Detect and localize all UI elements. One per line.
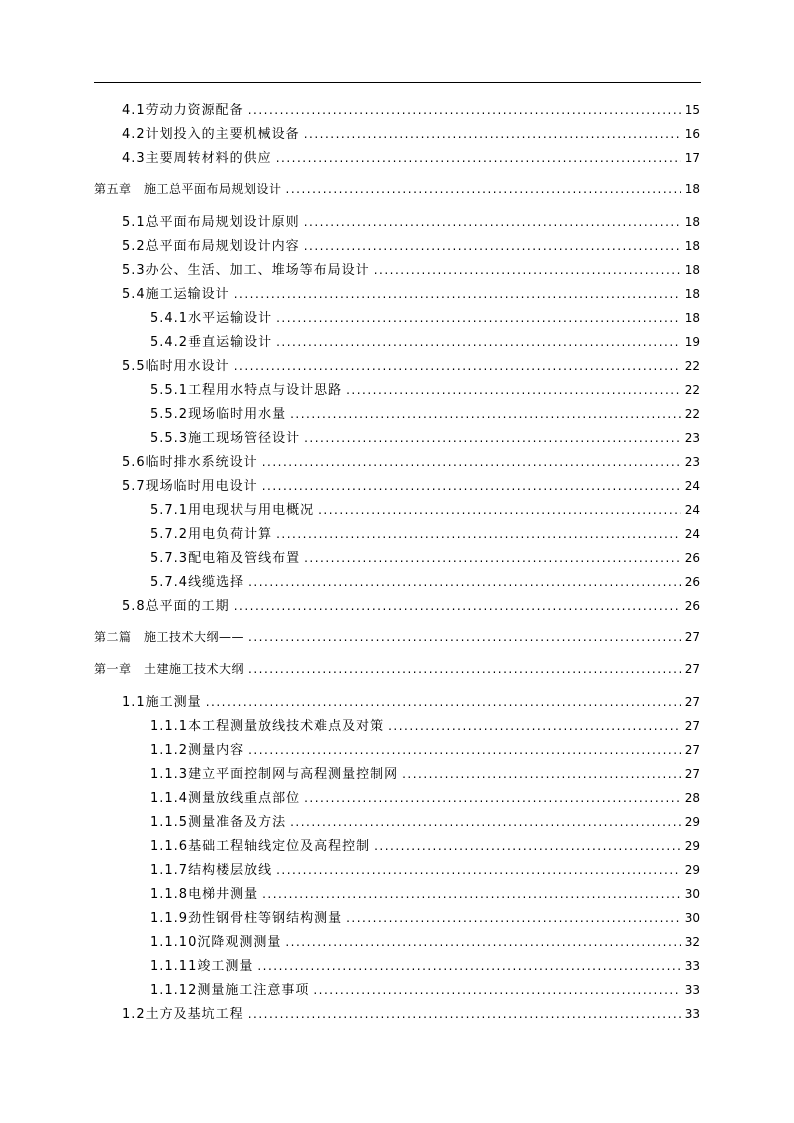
dot-leader [276,148,681,168]
toc-chapter-5[interactable] [94,179,700,199]
toc-chapter-title: 第一章 土建施工技术大纲 [94,662,245,676]
toc-page-number: 28 [684,791,700,805]
toc-entry-1-1-6[interactable] [150,836,700,856]
toc-page-number: 26 [684,575,700,589]
toc-entry-title: 5.7.4线缆选择 [150,575,245,590]
dot-leader [248,1004,681,1024]
toc-entry-title: 1.1.4测量放线重点部位 [150,791,301,806]
dot-leader [304,124,681,144]
toc-entry-title: 4.1劳动力资源配备 [122,103,244,118]
toc-chapter-1[interactable] [94,659,700,679]
dot-leader [248,659,681,679]
toc-entry-5-7-2[interactable] [150,524,700,544]
dot-leader [304,236,681,256]
toc-page-number: 17 [684,151,700,165]
dot-leader [248,627,681,647]
toc-page-number: 16 [684,127,700,141]
toc-chapter-title: 第二篇 施工技术大纲—— [94,630,245,644]
dot-leader [290,812,681,832]
dot-leader [262,884,681,904]
toc-entry-5-7-3[interactable] [150,548,700,568]
toc-page-number: 24 [684,503,700,517]
toc-entry-title: 5.5.1工程用水特点与设计思路 [150,383,343,398]
toc-entry-4-1[interactable] [122,100,700,120]
dot-leader [234,596,681,616]
toc-entry-title: 1.1.8电梯井测量 [150,887,259,902]
dot-leader [257,956,680,976]
toc-page-number: 18 [684,311,700,325]
dot-leader [313,980,680,1000]
toc-entry-title: 5.3办公、生活、加工、堆场等布局设计 [122,263,370,278]
toc-entry-title: 5.4施工运输设计 [122,287,230,302]
toc-part-2[interactable] [94,627,700,647]
toc-entry-5-4-2[interactable] [150,332,700,352]
toc-page-number: 23 [684,455,700,469]
toc-entry-5-7-1[interactable] [150,500,700,520]
toc-entry-1-1-10[interactable] [150,932,700,952]
dot-leader [285,932,680,952]
toc-page-number: 27 [684,662,700,676]
toc-entry-1-1-7[interactable] [150,860,700,880]
toc-entry-1-2[interactable] [122,1004,700,1024]
toc-entry-title: 5.4.2垂直运输设计 [150,335,273,350]
dot-leader [304,788,681,808]
toc-entry-title: 5.6临时排水系统设计 [122,455,258,470]
dot-leader [304,212,681,232]
toc-entry-5-5-2[interactable] [150,404,700,424]
toc-entry-1-1[interactable] [122,692,700,712]
toc-entry-title: 1.1施工测量 [122,695,202,710]
toc-entry-title: 5.2总平面布局规划设计内容 [122,239,300,254]
toc-entry-5-3[interactable] [122,260,700,280]
dot-leader [304,428,681,448]
dot-leader [248,572,681,592]
toc-entry-5-4[interactable] [122,284,700,304]
toc-entry-title: 5.7.2用电负荷计算 [150,527,273,542]
toc-entry-4-2[interactable] [122,124,700,144]
toc-page-number: 24 [684,479,700,493]
dot-leader [286,179,681,199]
toc-page-number: 33 [684,1007,700,1021]
toc-entry-title: 5.5.3施工现场管径设计 [150,431,301,446]
dot-leader [276,860,681,880]
toc-entry-1-1-4[interactable] [150,788,700,808]
toc-page-number: 30 [684,911,700,925]
toc-entry-title: 4.3主要周转材料的供应 [122,151,272,166]
toc-entry-1-1-1[interactable] [150,716,700,736]
dot-leader [374,260,681,280]
toc-page-number: 27 [684,630,700,644]
toc-page-number: 26 [684,599,700,613]
toc-page-number: 27 [684,719,700,733]
dot-leader [290,404,681,424]
toc-entry-title: 1.1.11竣工测量 [150,959,254,974]
toc-entry-1-1-11[interactable] [150,956,700,976]
dot-leader [388,716,681,736]
toc-page-number: 18 [684,239,700,253]
toc-entry-5-7[interactable] [122,476,700,496]
toc-page-number: 29 [684,863,700,877]
toc-entry-title: 5.1总平面布局规划设计原则 [122,215,300,230]
dot-leader [248,740,681,760]
dot-leader [234,356,681,376]
dot-leader [276,524,681,544]
dot-leader [346,380,681,400]
toc-page-number: 18 [684,263,700,277]
toc-page-number: 29 [684,815,700,829]
toc-entry-4-3[interactable] [122,148,700,168]
toc-entry-1-1-12[interactable] [150,980,700,1000]
toc-page-number: 33 [684,959,700,973]
dot-leader [262,452,681,472]
toc-entry-5-8[interactable] [122,596,700,616]
toc-page-number: 26 [684,551,700,565]
toc-entry-title: 1.1.5测量准备及方法 [150,815,287,830]
dot-leader [262,476,681,496]
toc-entry-5-1[interactable] [122,212,700,232]
toc-entry-title: 1.1.2测量内容 [150,743,245,758]
toc-page-number: 15 [684,103,700,117]
toc-entry-title: 1.1.10沉降观测测量 [150,935,282,950]
toc-entry-5-4-1[interactable] [150,308,700,328]
toc-chapter-title: 第五章 施工总平面布局规划设计 [94,182,282,196]
toc-entry-title: 5.4.1水平运输设计 [150,311,273,326]
dot-leader [248,100,681,120]
toc-entry-1-1-8[interactable] [150,884,700,904]
toc-page-number: 22 [684,383,700,397]
toc-page-number: 18 [684,182,700,196]
toc-entry-title: 5.7现场临时用电设计 [122,479,258,494]
toc-entry-title: 5.5.2现场临时用水量 [150,407,287,422]
toc-entry-title: 4.2计划投入的主要机械设备 [122,127,300,142]
toc-entry-title: 1.1.1本工程测量放线技术难点及对策 [150,719,385,734]
toc-entry-5-5-1[interactable] [150,380,700,400]
dot-leader [276,308,681,328]
toc-page-number: 22 [684,407,700,421]
toc-entry-5-6[interactable] [122,452,700,472]
toc-page-number: 27 [684,695,700,709]
toc-page-number: 18 [684,287,700,301]
toc-page-number: 30 [684,887,700,901]
toc-page-number: 23 [684,431,700,445]
toc-page-number: 18 [684,215,700,229]
dot-leader [206,692,681,712]
toc-entry-title: 1.1.7结构楼层放线 [150,863,273,878]
toc-entry-5-5[interactable] [122,356,700,376]
dot-leader [374,836,681,856]
toc-entry-title: 1.1.12测量施工注意事项 [150,983,310,998]
toc-entry-title: 1.2土方及基坑工程 [122,1007,244,1022]
dot-leader [304,548,681,568]
toc-entry-5-2[interactable] [122,236,700,256]
dot-leader [318,500,681,520]
toc-page-number: 33 [684,983,700,997]
toc-entry-5-5-3[interactable] [150,428,700,448]
toc-entry-title: 1.1.3建立平面控制网与高程测量控制网 [150,767,399,782]
toc-page-number: 32 [684,935,700,949]
toc-entry-title: 1.1.9劲性钢骨柱等钢结构测量 [150,911,343,926]
toc-entry-title: 5.8总平面的工期 [122,599,230,614]
toc-entry-title: 1.1.6基础工程轴线定位及高程控制 [150,839,371,854]
toc-page-number: 27 [684,767,700,781]
toc-entry-1-1-3[interactable] [150,764,700,784]
toc-page-number: 22 [684,359,700,373]
toc-page-number: 24 [684,527,700,541]
toc-entry-1-1-2[interactable] [150,740,700,760]
toc-entry-5-7-4[interactable] [150,572,700,592]
dot-leader [234,284,681,304]
toc-page-number: 29 [684,839,700,853]
dot-leader [402,764,681,784]
toc-entry-1-1-5[interactable] [150,812,700,832]
toc-entry-title: 5.5临时用水设计 [122,359,230,374]
toc-entry-title: 5.7.1用电现状与用电概况 [150,503,315,518]
dot-leader [346,908,681,928]
toc-entry-title: 5.7.3配电箱及管线布置 [150,551,301,566]
toc-page-number: 19 [684,335,700,349]
toc-entry-1-1-9[interactable] [150,908,700,928]
dot-leader [276,332,681,352]
toc-page-number: 27 [684,743,700,757]
